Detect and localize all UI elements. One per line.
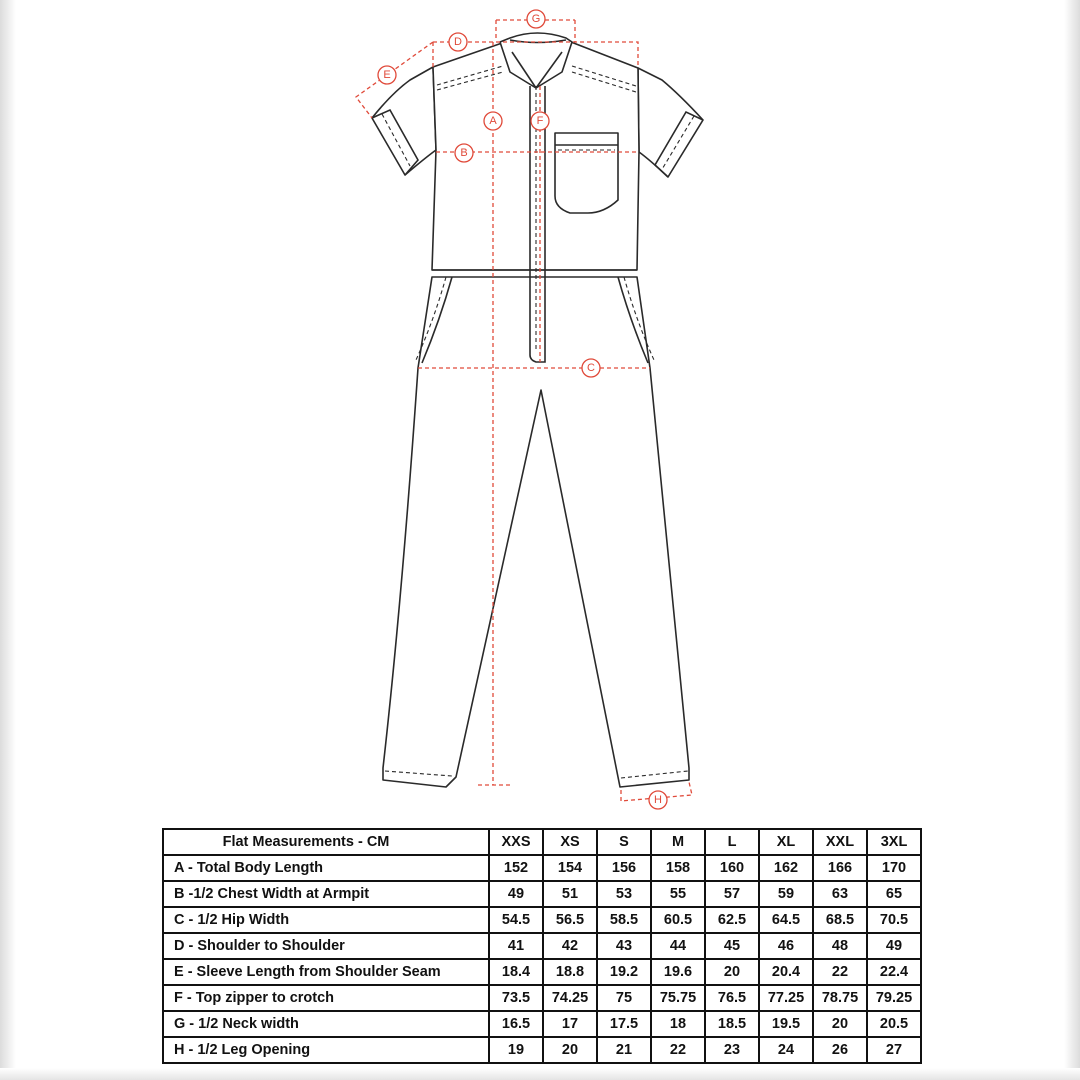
size-header-l: L [705,829,759,855]
table-header-label: Flat Measurements - CM [163,829,489,855]
right-sleeve [638,68,703,177]
measurement-value: 56.5 [543,907,597,933]
measurement-value: 57 [705,881,759,907]
measurement-value: 41 [489,933,543,959]
measurement-value: 20.4 [759,959,813,985]
measurement-value: 19 [489,1037,543,1063]
measurement-label: E - Sleeve Length from Shoulder Seam [163,959,489,985]
measurement-value: 17 [543,1011,597,1037]
measurement-value: 18.8 [543,959,597,985]
table-row [163,1037,921,1063]
garment-outline [372,33,703,787]
measurement-value: 154 [543,855,597,881]
measurement-value: 18.5 [705,1011,759,1037]
table-row [163,959,921,985]
measurement-value: 62.5 [705,907,759,933]
callout-h [649,791,667,809]
measurement-value: 18 [651,1011,705,1037]
measurement-value: 74.25 [543,985,597,1011]
measurement-value: 20 [705,959,759,985]
size-header-xxs: XXS [489,829,543,855]
measurement-value: 65 [867,881,921,907]
measurement-value: 46 [759,933,813,959]
measurement-value: 43 [597,933,651,959]
measurement-value: 44 [651,933,705,959]
table-row [163,907,921,933]
measurement-value: 21 [597,1037,651,1063]
measurement-value: 18.4 [489,959,543,985]
size-header-xs: XS [543,829,597,855]
measurement-value: 42 [543,933,597,959]
measurement-value: 73.5 [489,985,543,1011]
measurement-value: 162 [759,855,813,881]
measurement-value: 58.5 [597,907,651,933]
measurement-value: 19.2 [597,959,651,985]
measurement-value: 22 [813,959,867,985]
measurement-value: 166 [813,855,867,881]
measurement-value: 49 [489,881,543,907]
svg-text:B: B [460,147,468,159]
left-sleeve [372,67,436,175]
size-header-s: S [597,829,651,855]
size-header-row [163,829,921,855]
measurement-value: 55 [651,881,705,907]
svg-text:G: G [531,13,541,25]
measurement-value: 22.4 [867,959,921,985]
size-header-xl: XL [759,829,813,855]
svg-text:D: D [454,36,462,48]
measurement-value: 59 [759,881,813,907]
measurement-value: 60.5 [651,907,705,933]
measurement-value: 20 [813,1011,867,1037]
measurement-label: D - Shoulder to Shoulder [163,933,489,959]
measurement-value: 76.5 [705,985,759,1011]
callout-f [531,112,549,130]
measurement-value: 160 [705,855,759,881]
callout-b [455,144,473,162]
measurement-value: 24 [759,1037,813,1063]
measurement-rows [163,855,921,1063]
measurement-value: 48 [813,933,867,959]
size-header-3xl: 3XL [867,829,921,855]
callout-c [582,359,600,377]
measurement-value: 51 [543,881,597,907]
svg-text:H: H [654,794,662,806]
measurement-value: 170 [867,855,921,881]
trousers [383,277,689,787]
measurement-label: H - 1/2 Leg Opening [163,1037,489,1063]
table-row [163,881,921,907]
table-row [163,1011,921,1037]
callout-e [378,66,396,84]
measurement-value: 156 [597,855,651,881]
measurement-label: C - 1/2 Hip Width [163,907,489,933]
measurement-value: 75 [597,985,651,1011]
measurement-value: 152 [489,855,543,881]
size-header-m: M [651,829,705,855]
measurement-value: 20 [543,1037,597,1063]
measurement-value: 53 [597,881,651,907]
measurement-value: 17.5 [597,1011,651,1037]
measurement-label: A - Total Body Length [163,855,489,881]
measurement-value: 45 [705,933,759,959]
table-row [163,933,921,959]
svg-text:A: A [489,115,497,127]
measurement-value: 19.5 [759,1011,813,1037]
svg-text:E: E [383,69,391,81]
measurement-value: 64.5 [759,907,813,933]
measurement-label: G - 1/2 Neck width [163,1011,489,1037]
callout-d [449,33,467,51]
measurement-value: 63 [813,881,867,907]
measurement-value: 75.75 [651,985,705,1011]
size-chart-table [162,828,922,1064]
svg-text:F: F [536,115,544,127]
measurement-label: F - Top zipper to crotch [163,985,489,1011]
svg-text:C: C [587,362,595,374]
callout-g [527,10,545,28]
measurement-value: 79.25 [867,985,921,1011]
measurement-value: 26 [813,1037,867,1063]
measurement-value: 23 [705,1037,759,1063]
measurement-value: 19.6 [651,959,705,985]
measurement-value: 27 [867,1037,921,1063]
callout-a [484,112,502,130]
measurement-value: 158 [651,855,705,881]
measurement-label: B -1/2 Chest Width at Armpit [163,881,489,907]
measurement-value: 20.5 [867,1011,921,1037]
measurement-value: 49 [867,933,921,959]
table-row [163,985,921,1011]
page-bottom-band [0,1068,1080,1080]
measurement-value: 68.5 [813,907,867,933]
measurement-value: 54.5 [489,907,543,933]
measurement-value: 22 [651,1037,705,1063]
measurement-value: 77.25 [759,985,813,1011]
measurement-value: 70.5 [867,907,921,933]
size-header-xxl: XXL [813,829,867,855]
table-row [163,855,921,881]
measurement-value: 16.5 [489,1011,543,1037]
measurement-value: 78.75 [813,985,867,1011]
